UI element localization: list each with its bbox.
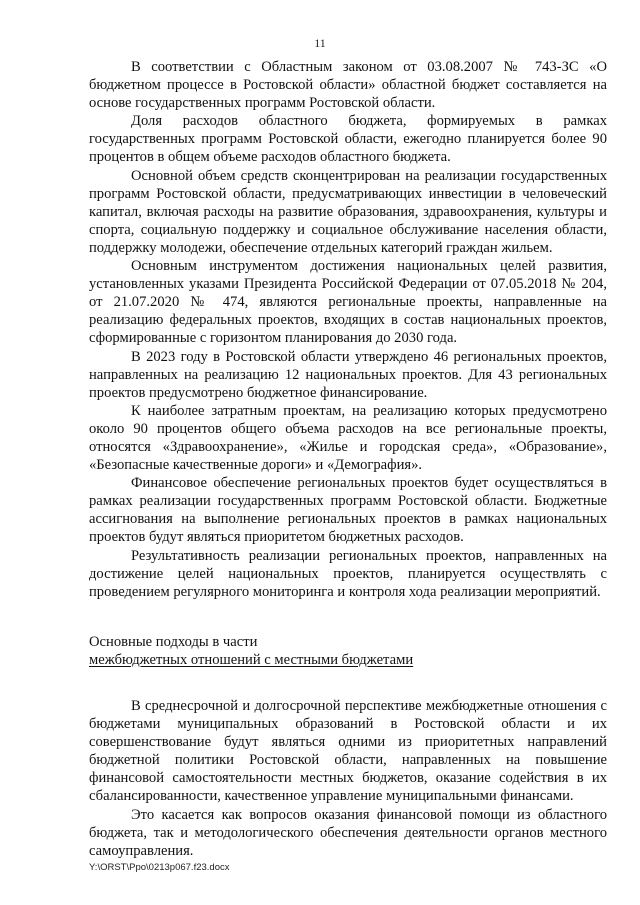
paragraph: Результативность реализации региональных проектов, направленных на достижение целей национальных проектов, планируется осуществлять с проведением регулярного мониторинга и контроля хода реализации мероприятий. bbox=[89, 547, 607, 600]
section-heading-line1: Основные подходы в части bbox=[89, 633, 258, 650]
section-heading-line2: межбюджетных отношений с местными бюджетами bbox=[89, 651, 414, 668]
paragraph: В среднесрочной и долгосрочной перспективе межбюджетные отношения с бюджетами муниципальных образований в Ростовской области и их совершенствование будут являться одними из приоритетных направлений бюджетной политики Ростовской области, направленных на повышение финансовой самостоятельности местных бюджетов, оказание содействия в их сбалансированности, качественное управление муниципальными финансами. bbox=[89, 698, 607, 805]
paragraph: Основным инструментом достижения национальных целей развития, установленных указами Президента Российской Федерации от 07.05.2018 № 204, от 21.07.2020 № 474, являются региональные проекты, направленные на реализацию федеральных проектов, входящих в состав национальных проектов, сформированные с горизонтом планирования до 2030 года. bbox=[89, 258, 607, 347]
paragraph: В 2023 году в Ростовской области утверждено 46 региональных проектов, направленных на реализацию 12 национальных проектов. Для 43 региональных проектов предусмотрено бюджетное финансирование. bbox=[89, 348, 607, 401]
file-path-footer: Y:\ORST\Ppo\0213p067.f23.docx bbox=[89, 862, 230, 873]
paragraph: Это касается как вопросов оказания финансовой помощи из областного бюджета, так и методологического обеспечения деятельности органов местного самоуправления. bbox=[89, 806, 607, 859]
paragraph: Финансовое обеспечение региональных проектов будет осуществляться в рамках реализации государственных программ Ростовской области. Бюджетные ассигнования на выполнение региональных проектов в рамках национальных проектов будут являться приоритетом бюджетных расходов. bbox=[89, 475, 607, 546]
paragraph: Доля расходов областного бюджета, формируемых в рамках государственных программ Ростовской области, ежегодно планируется более 90 процентов в общем объеме расходов областного бюджета. bbox=[89, 113, 607, 166]
document-body bbox=[89, 58, 607, 860]
paragraph: Основной объем средств сконцентрирован на реализации государственных программ Ростовской области, предусматривающих инвестиции в человеческий капитал, включая расходы на развитие образования, здравоохранения, культуры и спорта, социальную поддержку и социальное обслуживание населения области, поддержку молодежи, обеспечение отдельных категорий граждан жильем. bbox=[89, 167, 607, 256]
paragraph: В соответствии с Областным законом от 03.08.2007 № 743-ЗС «О бюджетном процессе в Ростовской области» областной бюджет составляется на основе государственных программ Ростовской области. bbox=[89, 59, 607, 112]
paragraph: К наиболее затратным проектам, на реализацию которых предусмотрено около 90 процентов общего объема расходов на все региональные проекты, относятся «Здравоохранение», «Жилье и городская среда», «Образование», «Безопасные качественные дороги» и «Демография». bbox=[89, 402, 607, 474]
page-number: 11 bbox=[314, 36, 326, 50]
